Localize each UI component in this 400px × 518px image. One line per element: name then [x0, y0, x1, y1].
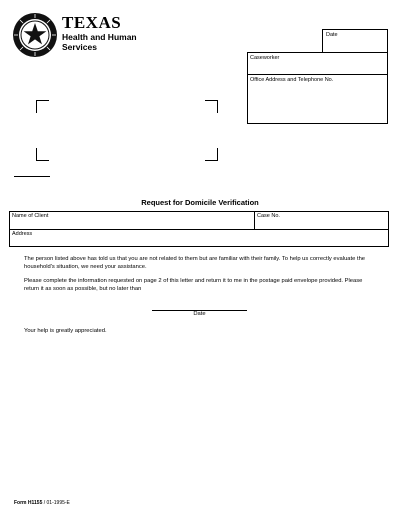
caseworker-label: Caseworker [250, 55, 280, 61]
caseworker-divider [247, 74, 388, 75]
form-footer [14, 500, 70, 506]
agency-subtitle-line2: Services [62, 42, 97, 52]
texas-seal-icon [12, 12, 58, 58]
form-revision: / 01-1995-E [42, 500, 70, 506]
address-window-corner-top-right [205, 100, 218, 113]
client-table-row-divider [9, 229, 389, 230]
client-address-label: Address [12, 231, 33, 237]
agency-subtitle-line1: Health and Human [62, 32, 137, 42]
return-date-label: Date [193, 311, 206, 317]
office-address-label: Office Address and Telephone No. [250, 77, 334, 83]
body-paragraph-1: The person listed above has told us that you are not related to them but are familiar with their family. To help us correctly evaluate the household's situation, we need your assistance. [24, 256, 366, 270]
fold-mark-line [14, 176, 50, 177]
date-field[interactable] [322, 29, 388, 52]
address-window-corner-bottom-right [205, 148, 218, 161]
client-name-label: Name of Client [12, 213, 49, 219]
form-title: Request for Domicile Verification [141, 198, 259, 207]
client-table-col-divider [254, 211, 255, 229]
date-label: Date [326, 32, 338, 38]
agency-name: TEXAS [62, 13, 122, 32]
body-paragraph-2: Please complete the information requested on page 2 of this letter and return it to me in the postage paid envelope provided. Please return it as soon as possible, but no later than [24, 278, 363, 292]
case-number-label: Case No. [257, 213, 280, 219]
form-id: Form H1155 [14, 500, 43, 506]
agency-subtitle [62, 32, 137, 52]
address-window-corner-bottom-left [36, 148, 49, 161]
caseworker-box [247, 52, 388, 124]
address-window-corner-top-left [36, 100, 49, 113]
closing-text: Your help is greatly appreciated. [24, 328, 107, 334]
